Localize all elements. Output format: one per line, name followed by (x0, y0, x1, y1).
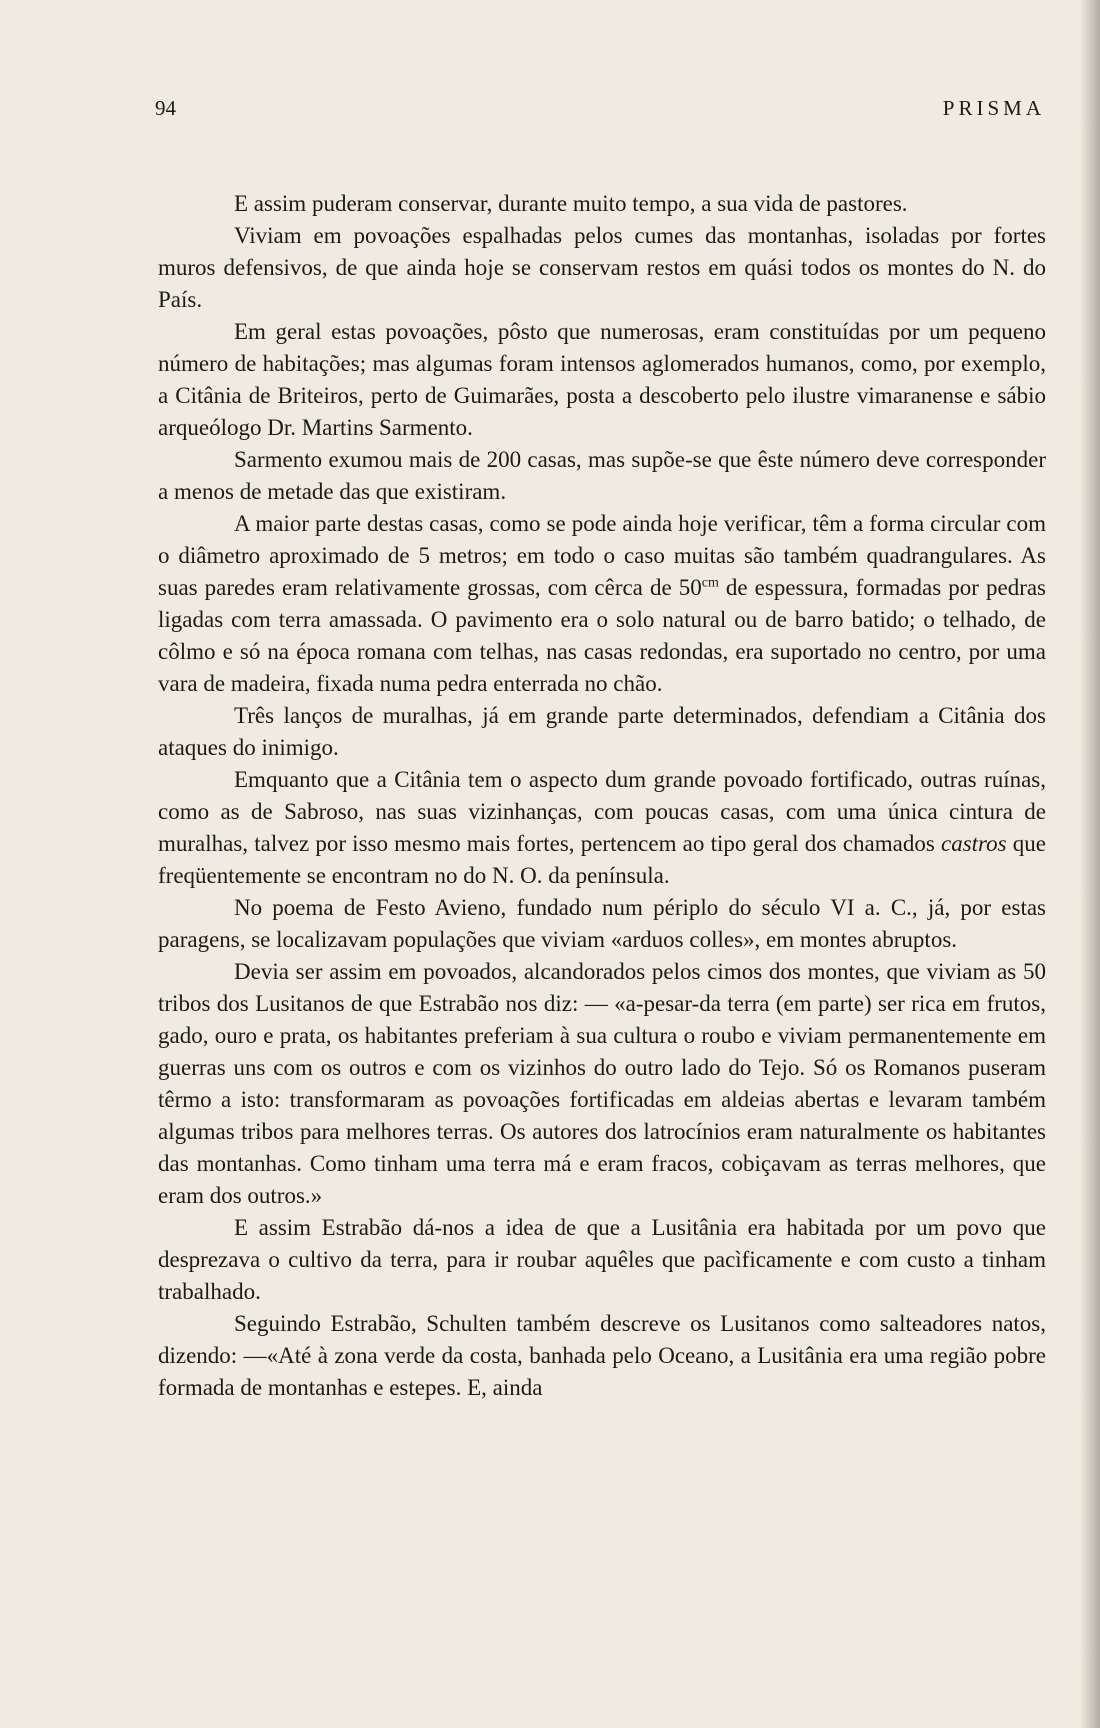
paragraph: No poema de Festo Avieno, fundado num périplo do século VI a. C., já, por estas paragens, se localizavam populações que viviam «arduos colles», em montes abruptos. (158, 895, 1046, 952)
journal-title: PRISMA (942, 96, 1045, 120)
italic-term: castros (940, 831, 1007, 856)
paragraph: Seguindo Estrabão, Schulten também descreve os Lusitanos como salteadores natos, dizendo: —«Até à zona verde da costa, banhada pelo Oceano, a Lusitânia era uma região pobre formada de montanhas e estepes. E, ainda (158, 1311, 1046, 1400)
paragraph: Devia ser assim em povoados, alcandorados pelos cimos dos montes, que viviam as 50 tribos dos Lusitanos de que Estrabão nos diz: — «a-pesar-da terra (em parte) ser rica em frutos, gado, ouro e prata, os habitantes preferiam à sua cultura o roubo e viviam permanentemente em guerras uns com os outros e com os vizinhos do outro lado do Tejo. Só os Romanos puseram têrmo a isto: transformaram as povoações fortificadas em aldeias abertas e levaram também algumas tribos para melhores terras. Os autores dos latrocínios eram naturalmente os habitantes das montanhas. Como tinham uma terra má e eram fracos, cobiçavam as terras melhores, que eram dos outros.» (158, 959, 1046, 1208)
running-head (155, 96, 1045, 128)
paragraph: E assim puderam conservar, durante muito tempo, a sua vida de pastores. (234, 191, 908, 216)
body-text (158, 188, 1046, 1404)
unit-superscript: cm (701, 575, 719, 591)
paragraph-text: Emquanto que a Citânia tem o aspecto dum grande povoado fortificado, outras ruínas, como as de Sabroso, nas suas vizinhanças, com poucas casas, com uma única cintura de muralhas, talvez por isso mesmo mais fortes, pertencem ao tipo geral dos chamados (158, 767, 1046, 856)
paragraph (158, 764, 1046, 892)
paragraph: Viviam em povoações espalhadas pelos cumes das montanhas, isoladas por fortes muros defensivos, de que ainda hoje se conservam restos em quási todos os montes do N. do País. (158, 223, 1046, 312)
paragraph: Sarmento exumou mais de 200 casas, mas supõe-se que êste número deve corresponder a menos de metade das que existiram. (158, 447, 1046, 504)
paragraph: Em geral estas povoações, pôsto que numerosas, eram constituídas por um pequeno número de habitações; mas algumas foram intensos aglomerados humanos, como, por exemplo, a Citânia de Briteiros, perto de Guimarães, posta a descoberto pelo ilustre vimaranense e sábio arqueólogo Dr. Martins Sarmento. (158, 319, 1046, 440)
paragraph-text: de espessura, formadas por pedras ligadas com terra amassada. O pavimento era o solo natural ou de barro batido; o telhado, de côlmo e só na época romana com telhas, nas casas redondas, era suportado no centro, por uma vara de madeira, fixada numa pedra enterrada no chão. (158, 575, 1047, 696)
paragraph (158, 508, 1046, 700)
paragraph-text: que freqüentemente se encontram no do N. O. da península. (158, 831, 1046, 888)
page-edge-shadow (1080, 0, 1100, 1728)
paragraph: E assim Estrabão dá-nos a idea de que a Lusitânia era habitada por um povo que desprezava o cultivo da terra, para ir roubar aquêles que pacìficamente e com custo a tinham trabalhado. (158, 1215, 1046, 1304)
paragraph: Três lanços de muralhas, já em grande parte determinados, defendiam a Citânia dos ataques do inimigo. (158, 703, 1046, 760)
paragraph-text: A maior parte destas casas, como se pode ainda hoje verificar, têm a forma circular com o diâmetro aproximado de 5 metros; em todo o caso muitas são também quadrangulares. As suas paredes eram relativamente grossas, com cêrca de 50 (158, 511, 1046, 600)
page-number: 94 (155, 96, 176, 120)
